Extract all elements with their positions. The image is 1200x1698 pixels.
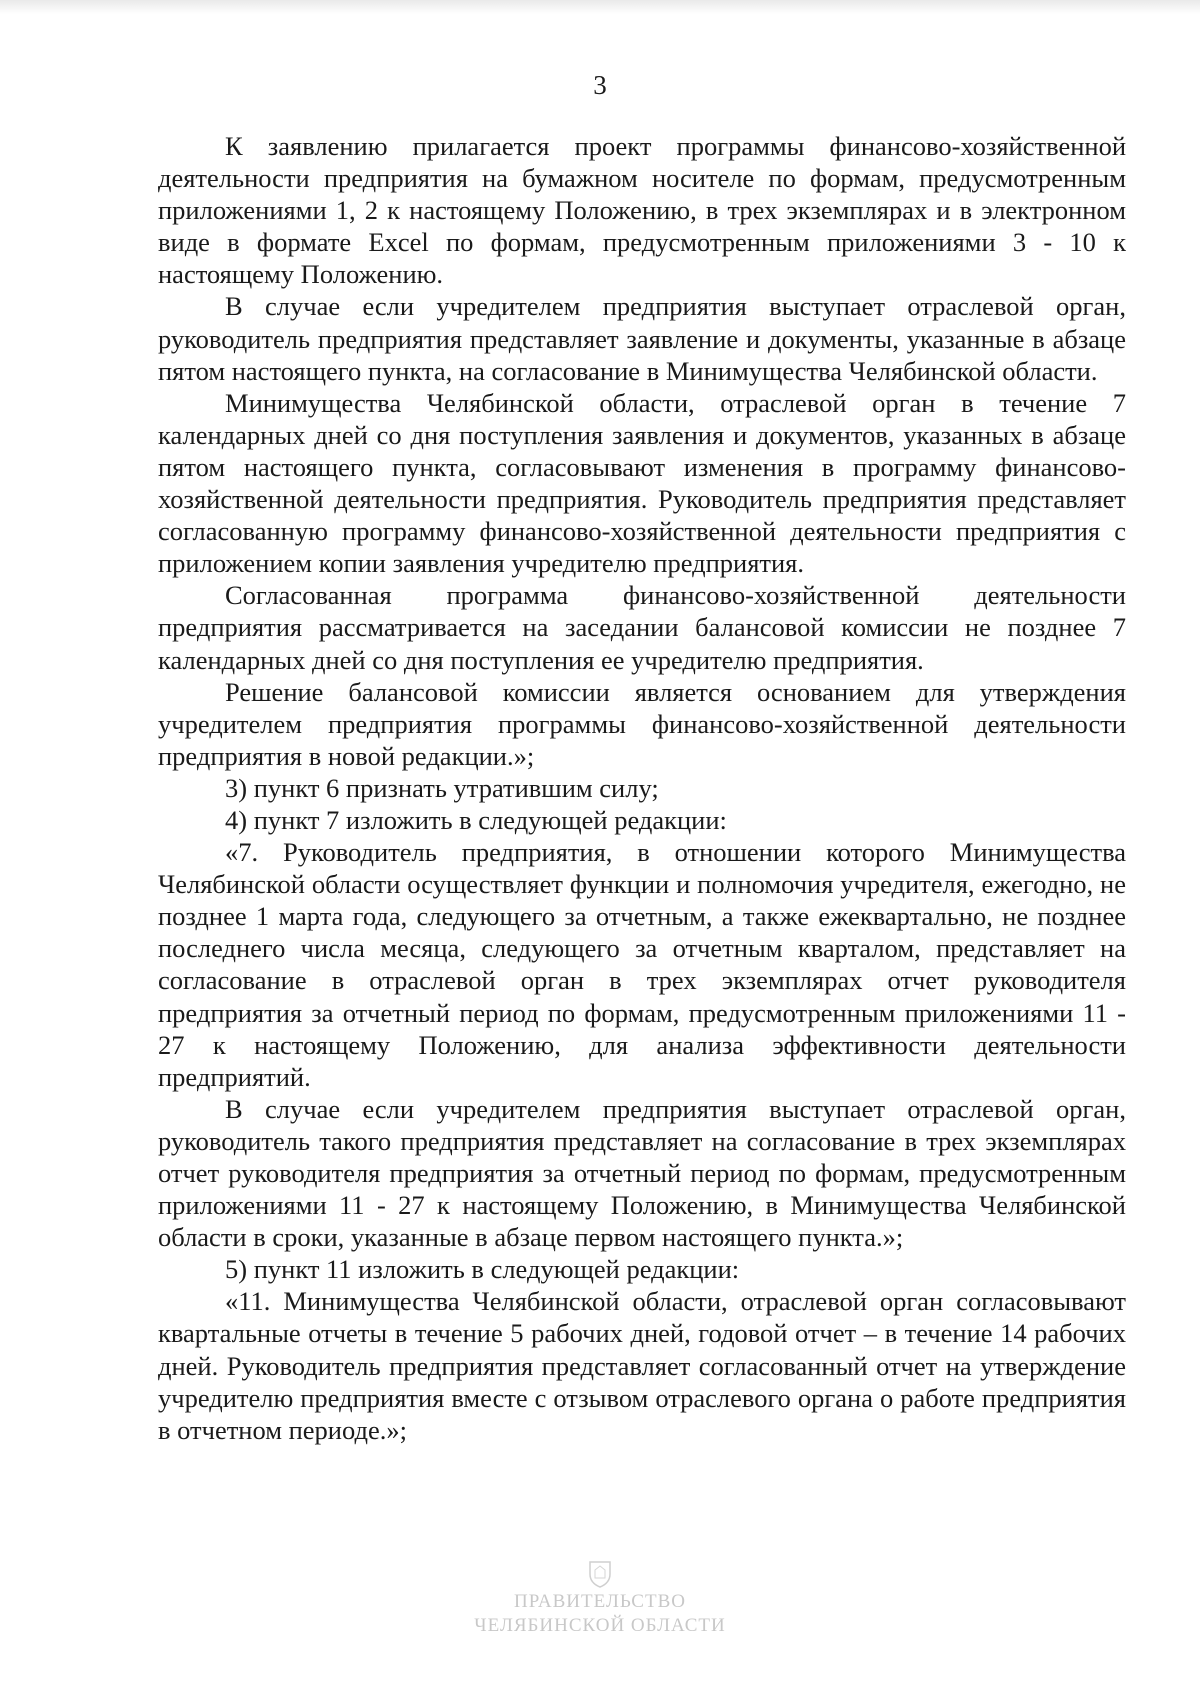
paragraph: 3) пункт 6 признать утратившим силу; (225, 772, 659, 803)
document-body (158, 130, 1126, 1446)
government-stamp (400, 1560, 800, 1638)
paragraph: 5) пункт 11 изложить в следующей редакции: (225, 1254, 740, 1285)
paragraph: «7. Руководитель предприятия, в отношении которого Минимущества Челябинской области осуществляет функции и полномочия учредителя, ежегодно, не позднее 1 марта года, следующего за отчетным, а также ежеквартально, не позднее последнего числа месяца, следующего за отчетным кварталом, представляет на согласование в отраслевой орган в трех экземплярах отчет руководителя предприятия за отчетный период по формам, предусмотренным приложениями 11 - 27 к настоящему Положению, для анализа эффективности деятельности предприятий. (158, 837, 1126, 1092)
page-number: 3 (593, 70, 607, 100)
paragraph: К заявлению прилагается проект программы финансово-хозяйственной деятельности предприятия на бумажном носителе по формам, предусмотренным приложениями 1, 2 к настоящему Положению, в трех экземплярах и в электронном виде в формате Excel по формам, предусмотренным приложениями 3 - 10 к настоящему Положению. (158, 131, 1126, 290)
stamp-line-2: ЧЕЛЯБИНСКОЙ ОБЛАСТИ (474, 1615, 726, 1636)
paragraph: В случае если учредителем предприятия выступает отраслевой орган, руководитель предприятия представляет заявление и документы, указанные в абзаце пятом настоящего пункта, на согласование в Минимущества Челябинской области. (158, 291, 1126, 386)
paragraph: В случае если учредителем предприятия выступает отраслевой орган, руководитель такого предприятия представляет на согласование в трех экземплярах отчет руководителя предприятия за отчетный период по формам, предусмотренным приложениями 11 - 27 к настоящему Положению, в Минимущества Челябинской области в сроки, указанные в абзаце первом настоящего пункта.»; (158, 1093, 1126, 1253)
paragraph: Решение балансовой комиссии является основанием для утверждения учредителем предприятия программы финансово-хозяйственной деятельности предприятия в новой редакции.»; (158, 676, 1126, 771)
stamp-line-1: ПРАВИТЕЛЬСТВО (514, 1591, 686, 1612)
coat-of-arms-icon (588, 1560, 612, 1588)
paragraph: Минимущества Челябинской области, отраслевой орган в течение 7 календарных дней со дня поступления заявления и документов, указанных в абзаце пятом настоящего пункта, согласовывают изменения в программу финансово-хозяйственной деятельности предприятия. Руководитель предприятия представляет согласованную программу финансово-хозяйственной деятельности предприятия с приложением копии заявления учредителю предприятия. (158, 387, 1126, 579)
paragraph: Согласованная программа финансово-хозяйственной деятельности предприятия рассматривается на заседании балансовой комиссии не позднее 7 календарных дней со дня поступления ее учредителю предприятия. (158, 580, 1126, 675)
scan-edge (0, 0, 1200, 14)
paragraph: 4) пункт 7 изложить в следующей редакции: (225, 804, 727, 835)
paragraph: «11. Минимущества Челябинской области, отраслевой орган согласовывают квартальные отчеты в течение 5 рабочих дней, годовой отчет – в течение 14 рабочих дней. Руководитель предприятия представляет согласованный отчет на утверждение учредителю предприятия вместе с отзывом отраслевого органа о работе предприятия в отчетном периоде.»; (158, 1286, 1126, 1445)
